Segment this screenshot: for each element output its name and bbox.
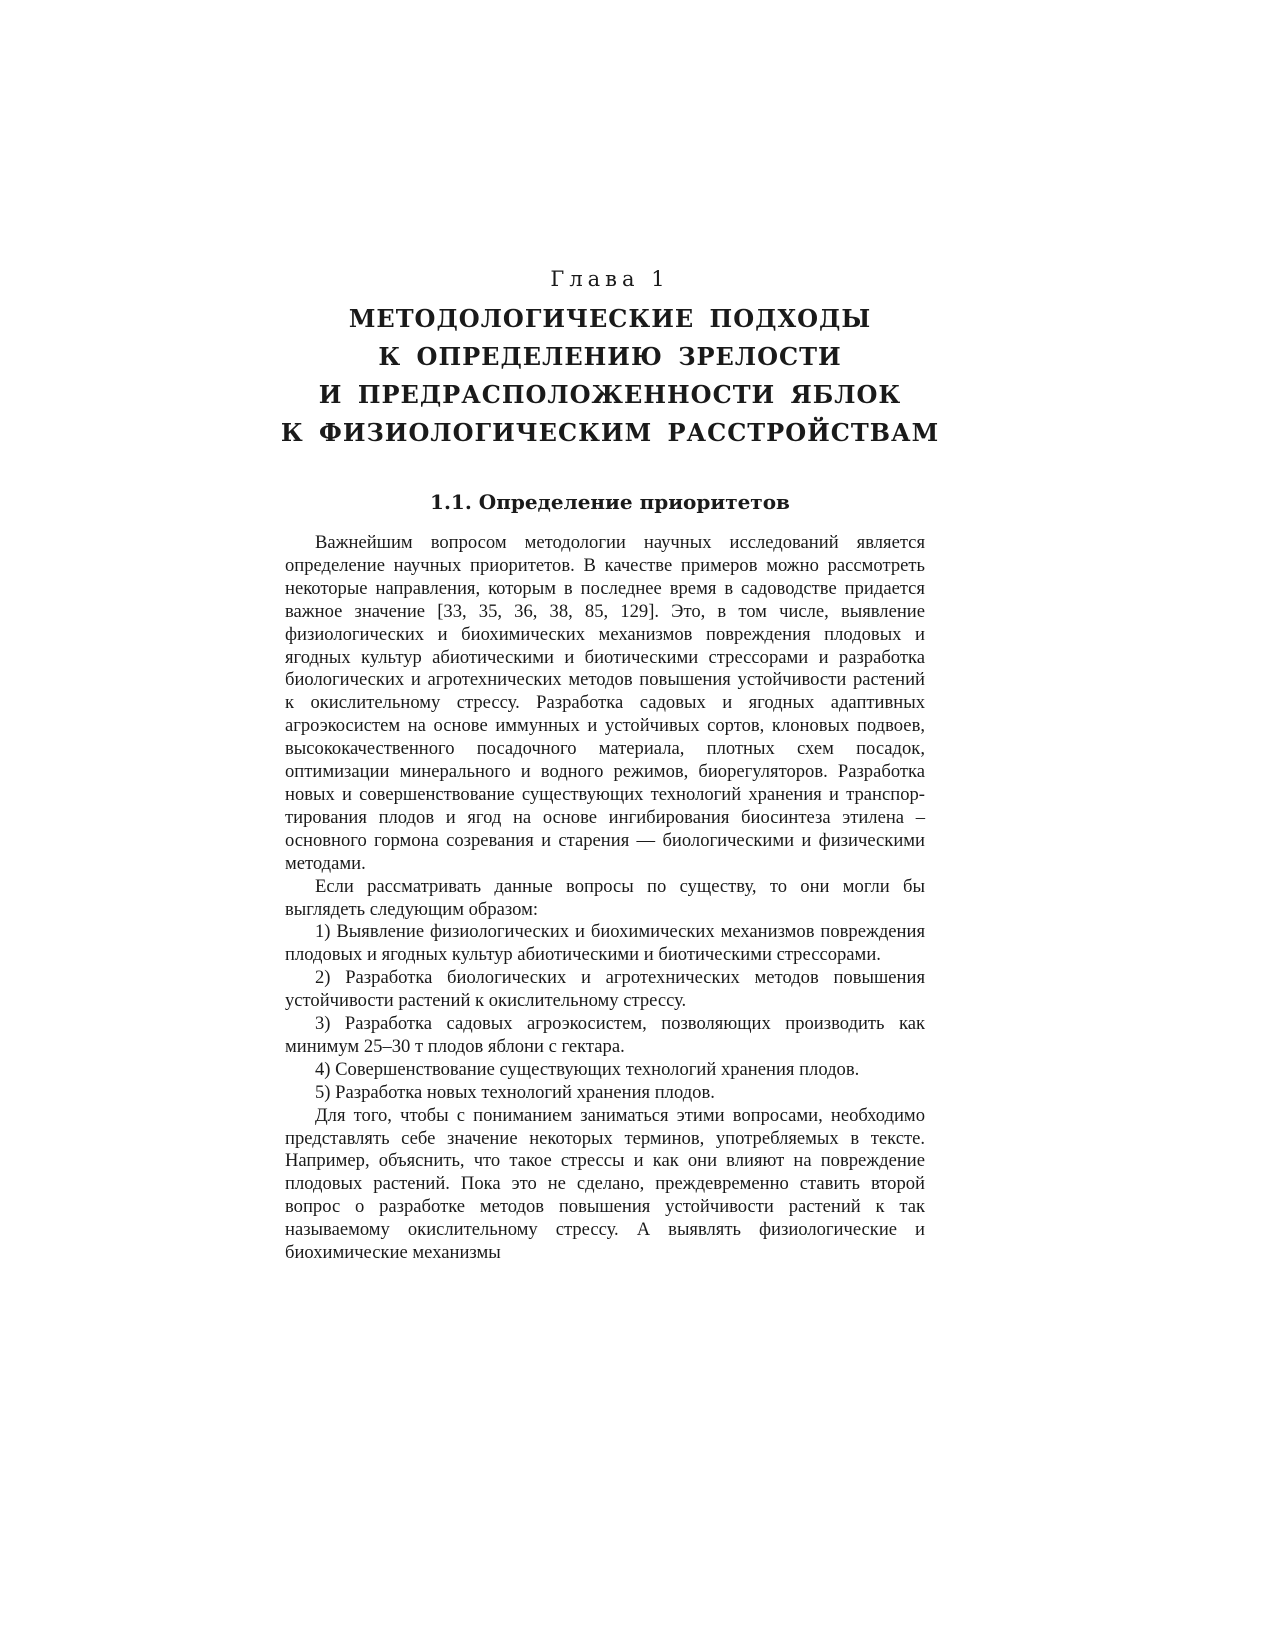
- paragraph-question: Если рассматривать данные вопросы по существу, то они могли бы выглядеть следующим образом:: [285, 875, 925, 920]
- body-text: [285, 532, 925, 1265]
- chapter-title: [0, 300, 1220, 452]
- list-item-4: 4) Совершенствование существующих технологий хранения плодов.: [315, 1058, 860, 1080]
- list-item-2: 2) Разработка биологических и агротехнических методов повышения устойчивости растений к окислительному стрессу.: [285, 967, 925, 1012]
- list-item-5: 5) Разработка новых технологий хранения плодов.: [315, 1081, 715, 1103]
- section-heading: 1.1. Определение приоритетов: [430, 490, 790, 514]
- list-item-3: 3) Разработка садовых агроэкосистем, позволяющих производить как минимум 25–30 т плодов яблони с гектара.: [285, 1013, 925, 1057]
- chapter-title-line: И ПРЕДРАСПОЛОЖЕННОСТИ ЯБЛОК: [318, 380, 902, 409]
- paragraph-terms: Для того, чтобы с пониманием заниматься этими вопросами, необходимо представлять себе значение некоторых терминов, употребляемых в тексте. Например, объяснить, что такое стрессы и как они влияют на повреждение плодовых растений. Пока это не сделано, преждевременно ставить второй вопрос о разработке методов повышения устойчивости растений к так называемому окислительному стрессу. А выявлять физиологические и биохимические механизмы: [285, 1104, 925, 1264]
- paragraph-intro: Важнейшим вопросом методологии научных исследований является определение научных приоритетов. В качестве примеров можно рассмотреть некоторые направления, которым в последнее время в садоводстве придается важное значение [33, 35, 36, 38, 85, 129]. Это, в том числе, выявление физиологических и биохимических механизмов повреждения плодовых и ягодных культур абиотическими и биотическими стрессорами и разработка биологических и агротехнических методов повышения устойчивости растений к окислительному стрессу. Разработка садовых и ягодных адаптивных агроэкосистем на основе иммунных и устойчивых сортов, клоновых подвоев, высококачественного посадочного материала, плотных схем посадок, оптимизации минерального и водного режимов, биорегуляторов. Разработка новых и совершенствование существующих технологий хранения и транспортирования плодов и ягод на основе ингибирования биосинтеза этилена – основного гормона созревания и старения — биологическими и физическими методами.: [285, 532, 925, 874]
- list-item-1: 1) Выявление физиологических и биохимических механизмов повреждения плодовых и ягодных культур абиотическими и биотическими стрессорами.: [285, 921, 925, 966]
- chapter-title-line: МЕТОДОЛОГИЧЕСКИЕ ПОДХОДЫ: [348, 304, 872, 333]
- chapter-title-line: К ФИЗИОЛОГИЧЕСКИМ РАССТРОЙСТВАМ: [280, 418, 940, 447]
- chapter-label: Глава 1: [550, 267, 670, 291]
- chapter-title-line: К ОПРЕДЕЛЕНИЮ ЗРЕЛОСТИ: [378, 342, 842, 371]
